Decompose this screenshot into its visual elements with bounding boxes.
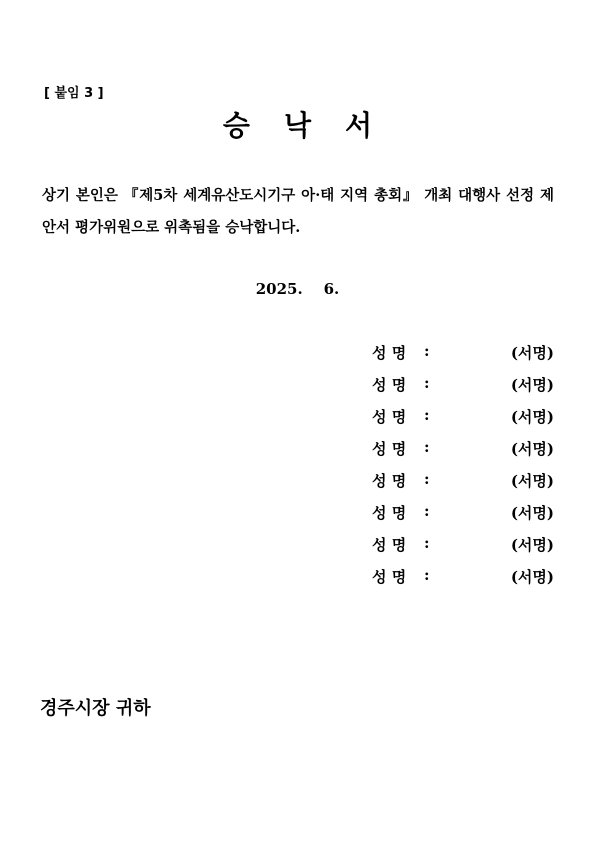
signature-list	[372, 342, 554, 598]
date-line: 2025. 6.	[255, 280, 340, 298]
signature-mark: (서명)	[510, 568, 554, 586]
recipient-line: 경주시장 귀하	[40, 698, 151, 719]
colon: :	[424, 406, 430, 424]
signature-row	[372, 470, 554, 502]
colon: :	[424, 534, 430, 552]
name-label: 성 명	[372, 408, 407, 426]
signature-row	[372, 566, 554, 598]
colon: :	[424, 566, 430, 584]
name-label: 성 명	[372, 376, 407, 394]
name-label: 성 명	[372, 344, 407, 362]
signature-mark: (서명)	[510, 472, 554, 490]
colon: :	[424, 342, 430, 360]
consent-statement: 상기 본인은 『제5차 세계유산도시기구 아·태 지역 총회』 개최 대행사 선정 제안서 평가위원으로 위촉됨을 승낙합니다.	[42, 187, 554, 236]
signature-row	[372, 534, 554, 566]
colon: :	[424, 438, 430, 456]
name-label: 성 명	[372, 536, 407, 554]
name-label: 성 명	[372, 504, 407, 522]
colon: :	[424, 470, 430, 488]
signature-mark: (서명)	[510, 376, 554, 394]
name-label: 성 명	[372, 440, 407, 458]
signature-row	[372, 374, 554, 406]
signature-mark: (서명)	[510, 344, 554, 362]
attachment-label: [ 붙임 3 ]	[44, 86, 104, 101]
signature-row	[372, 502, 554, 534]
signature-mark: (서명)	[510, 536, 554, 554]
signature-mark: (서명)	[510, 504, 554, 522]
name-label: 성 명	[372, 472, 407, 490]
name-label: 성 명	[372, 568, 407, 586]
signature-row	[372, 342, 554, 374]
document-title: 승낙서	[222, 109, 407, 142]
colon: :	[424, 374, 430, 392]
signature-mark: (서명)	[510, 440, 554, 458]
colon: :	[424, 502, 430, 520]
signature-row	[372, 406, 554, 438]
signature-row	[372, 438, 554, 470]
signature-mark: (서명)	[510, 408, 554, 426]
